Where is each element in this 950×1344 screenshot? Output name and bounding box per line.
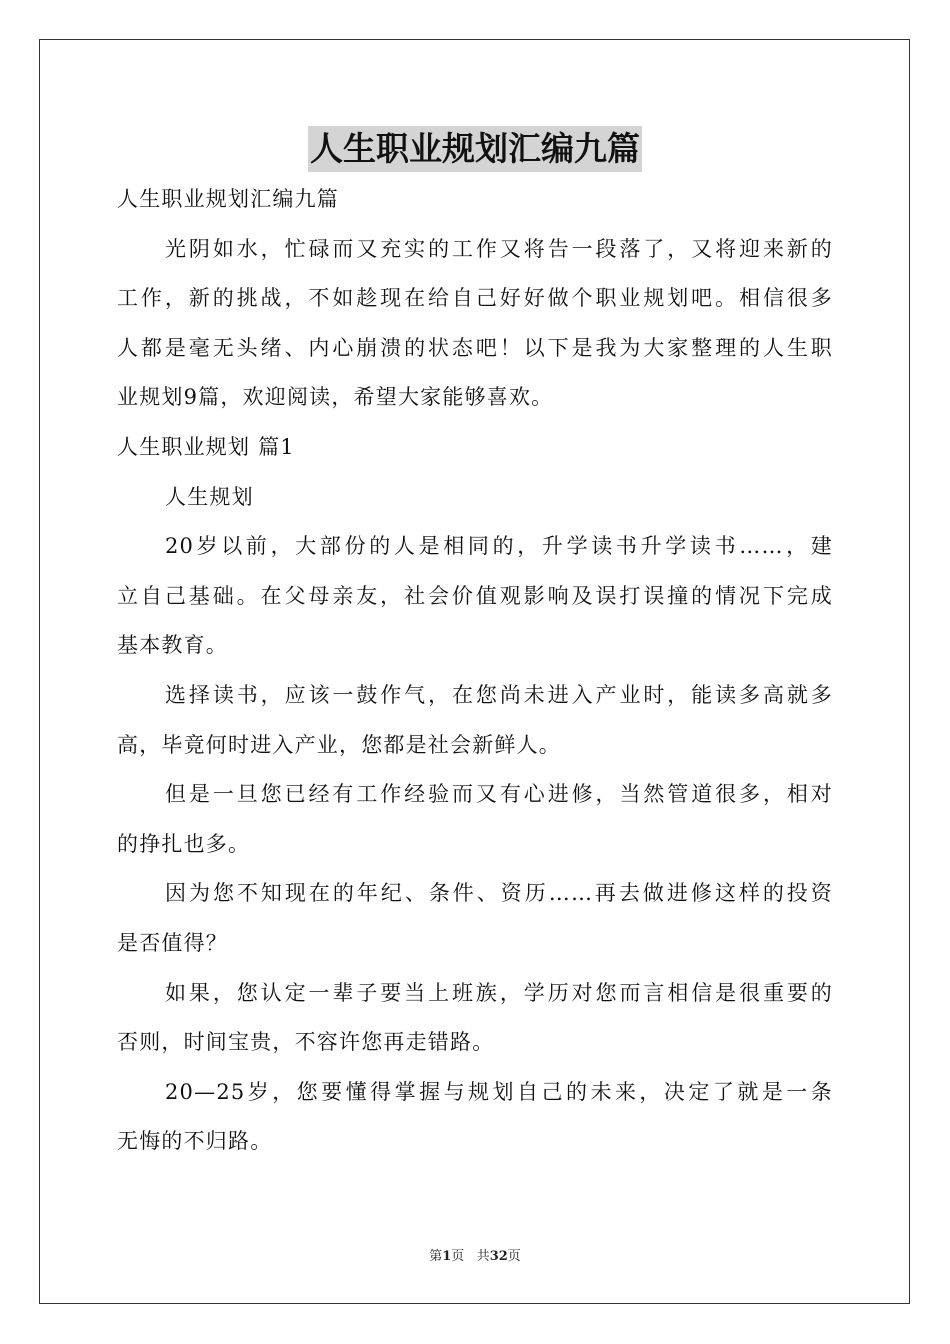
- footer-total-suffix: 页: [507, 1249, 521, 1264]
- body-line: 是否值得？: [117, 930, 228, 955]
- body-line: 立自己基础。在父母亲友，社会价值观影响及误打误撞的情况下完成: [117, 583, 833, 608]
- footer-page-suffix: 页: [451, 1249, 465, 1264]
- page-footer: [0, 1248, 950, 1266]
- body-line: 20岁以前，大部份的人是相同的，升学读书升学读书……，建: [165, 534, 833, 559]
- body-line: 工作，新的挑战，不如趁现在给自己好好做个职业规划吧。相信很多: [117, 286, 833, 311]
- body-line: 无悔的不归路。: [117, 1129, 273, 1154]
- body-line: 因为您不知现在的年纪、条件、资历……再去做进修这样的投资: [165, 881, 833, 906]
- footer-page-number: 1: [442, 1249, 452, 1264]
- body-line: 高，毕竟何时进入产业，您都是社会新鲜人。: [117, 732, 561, 757]
- body-line: 20—25岁，您要懂得掌握与规划自己的未来，决定了就是一条: [165, 1079, 833, 1104]
- footer-page-prefix: 第: [429, 1249, 443, 1264]
- sub-heading: 人生规划: [165, 484, 254, 509]
- document-title: 人生职业规划汇编九篇: [308, 126, 642, 172]
- body-line: 基本教育。: [117, 633, 228, 658]
- body-line: 否则，时间宝贵，不容许您再走错路。: [117, 1030, 495, 1055]
- body-line: 人都是毫无头绪、内心崩溃的状态吧！以下是我为大家整理的人生职: [117, 335, 833, 360]
- body-line: 如果，您认定一辈子要当上班族，学历对您而言相信是很重要的: [165, 980, 833, 1005]
- title-wrap: [0, 126, 950, 172]
- body-line: 选择读书，应该一鼓作气，在您尚未进入产业时，能读多高就多: [165, 682, 833, 707]
- body-line: 人生职业规划汇编九篇: [117, 187, 339, 211]
- body-line: 但是一旦您已经有工作经验而又有心进修，当然管道很多，相对: [165, 782, 833, 807]
- footer-total-prefix: 共: [476, 1249, 490, 1264]
- body-line: 业规划9篇，欢迎阅读，希望大家能够喜欢。: [117, 385, 554, 410]
- section-heading: 人生职业规划 篇1: [117, 434, 295, 459]
- footer-total-pages: 32: [489, 1249, 508, 1264]
- body-line: 光阴如水，忙碌而又充实的工作又将告一段落了，又将迎来新的: [165, 236, 833, 261]
- body-line: 的挣扎也多。: [117, 831, 251, 856]
- document-body: [117, 175, 833, 1167]
